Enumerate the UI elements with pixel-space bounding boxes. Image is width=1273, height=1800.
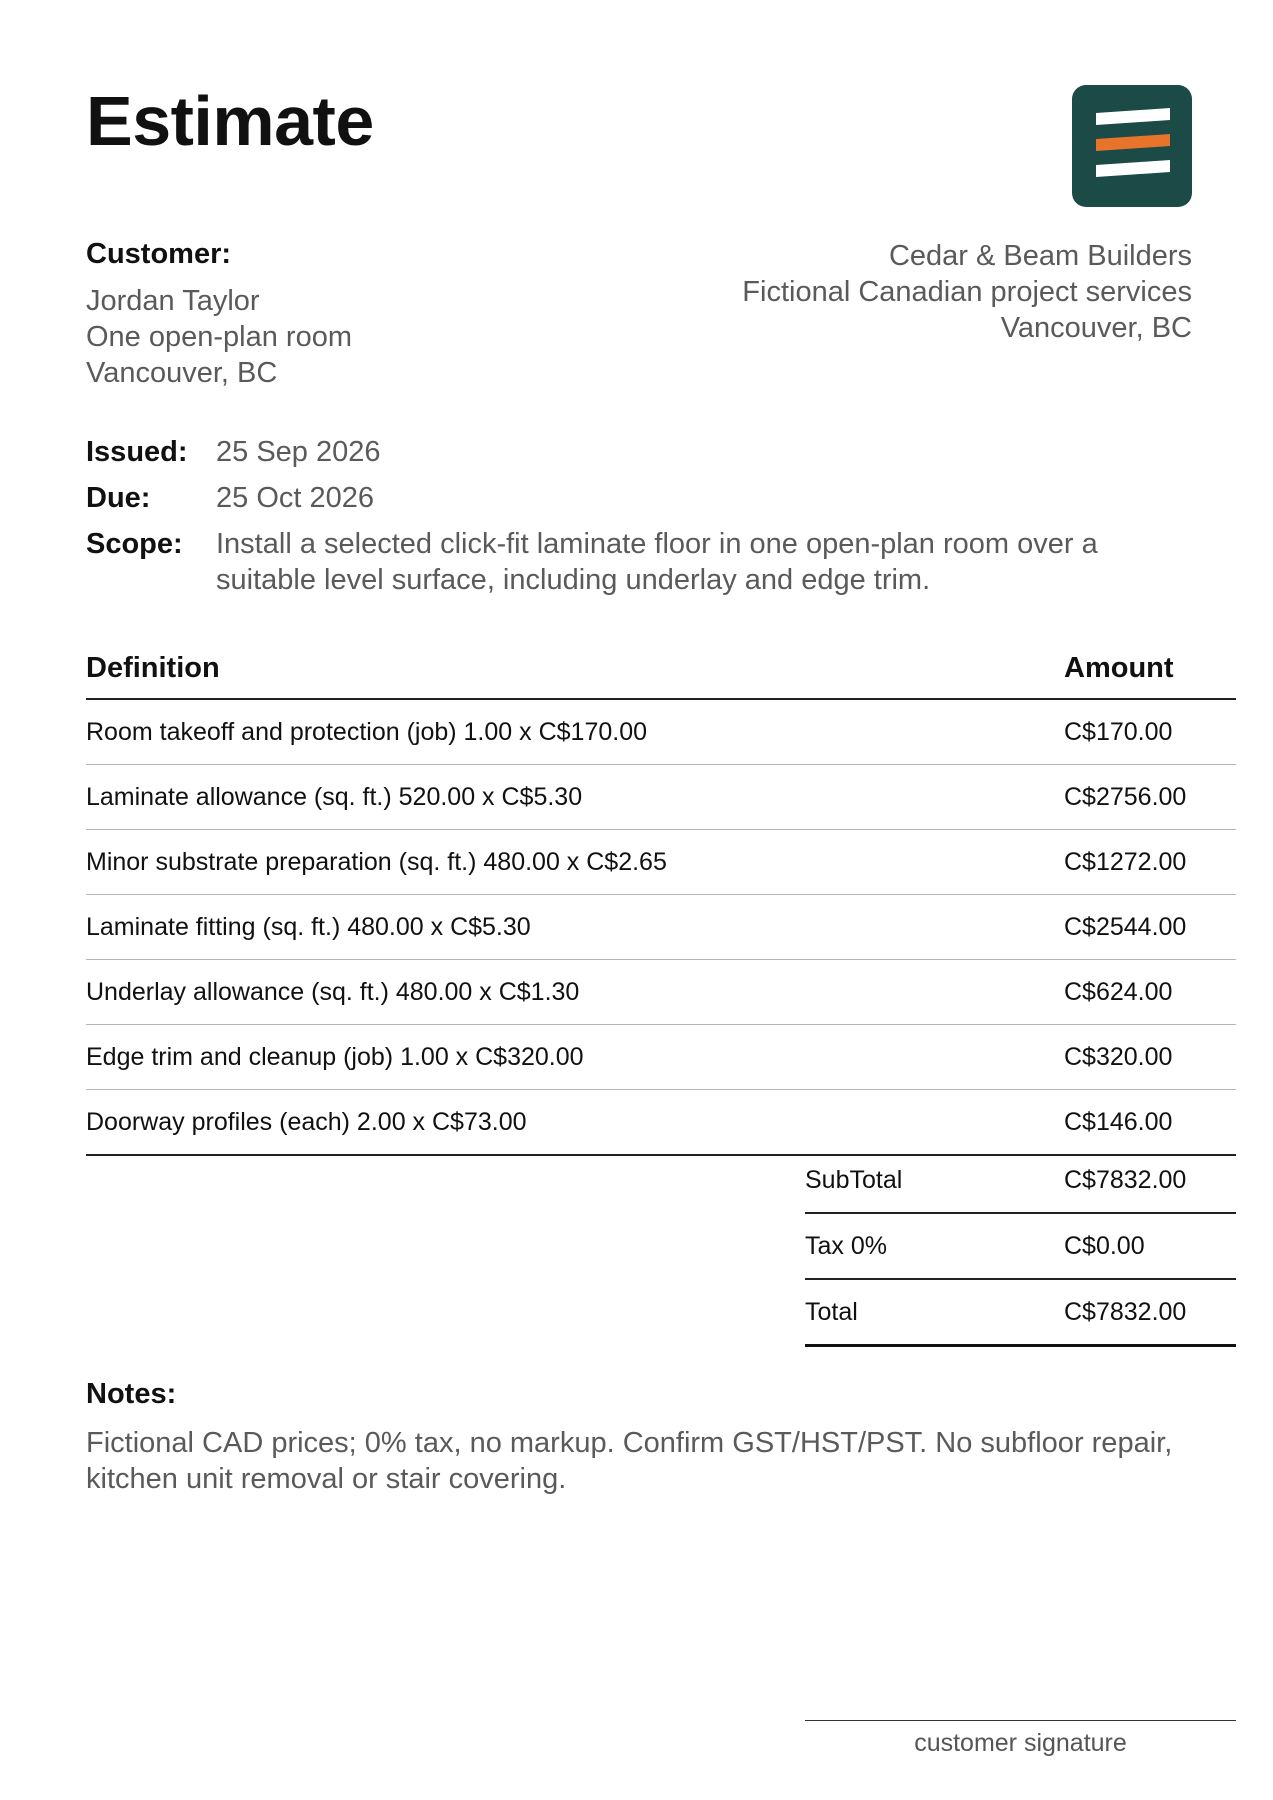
row-amount: C$1272.00: [1064, 830, 1236, 895]
row-amount: C$146.00: [1064, 1090, 1236, 1156]
table-header-row: [86, 652, 1236, 699]
subtotal-value: C$7832.00: [1064, 1148, 1236, 1213]
totals-table: [805, 1148, 1236, 1347]
issued-date: 25 Sep 2026: [216, 436, 381, 468]
tax-label: Tax 0%: [805, 1213, 1064, 1279]
row-definition: Edge trim and cleanup (job) 1.00 x C$320.00: [86, 1025, 1064, 1090]
total-label: Total: [805, 1279, 1064, 1346]
signature-label: customer signature: [914, 1729, 1127, 1757]
row-amount: C$320.00: [1064, 1025, 1236, 1090]
notes-block: [86, 1378, 1196, 1497]
customer-location: Vancouver, BC: [86, 357, 278, 389]
company-block: [742, 238, 1192, 346]
table-row: [86, 1025, 1236, 1090]
notes-text: Fictional CAD prices; 0% tax, no markup. Confirm GST/HST/PST. No subfloor repair, kitchen unit removal or stair covering.: [86, 1427, 1173, 1495]
company-location: Vancouver, BC: [1000, 312, 1192, 344]
issued-row: [86, 434, 1186, 470]
table-row: [86, 960, 1236, 1025]
total-row: [805, 1279, 1236, 1346]
table-row: [86, 895, 1236, 960]
customer-name: Jordan Taylor: [86, 285, 260, 317]
company-tagline: Fictional Canadian project services: [742, 276, 1192, 308]
page-title: Estimate: [86, 82, 374, 160]
signature-line: [805, 1720, 1236, 1758]
due-row: [86, 480, 1186, 516]
subtotal-label: SubTotal: [805, 1148, 1064, 1213]
customer-block: [86, 238, 352, 391]
scope-row: [86, 526, 1186, 598]
company-logo: [1072, 85, 1192, 207]
scope-text: Install a selected click-fit laminate floor in one open-plan room over a suitable level surface, including underlay and edge trim.: [216, 528, 1098, 596]
row-definition: Minor substrate preparation (sq. ft.) 480.00 x C$2.65: [86, 830, 1064, 895]
table-row: [86, 1090, 1236, 1156]
stacked-planks-icon: [1072, 85, 1192, 207]
row-amount: C$2756.00: [1064, 765, 1236, 830]
company-name: Cedar & Beam Builders: [888, 240, 1192, 272]
customer-label: Customer:: [86, 238, 232, 270]
row-definition: Room takeoff and protection (job) 1.00 x C$170.00: [86, 699, 1064, 765]
scope-label: Scope:: [86, 528, 183, 560]
issued-label: Issued:: [86, 436, 188, 468]
estimate-meta: [86, 434, 1186, 608]
row-amount: C$624.00: [1064, 960, 1236, 1025]
row-definition: Underlay allowance (sq. ft.) 480.00 x C$1.30: [86, 960, 1064, 1025]
tax-row: [805, 1213, 1236, 1279]
total-value: C$7832.00: [1064, 1279, 1236, 1346]
row-definition: Doorway profiles (each) 2.00 x C$73.00: [86, 1090, 1064, 1156]
row-definition: Laminate allowance (sq. ft.) 520.00 x C$5.30: [86, 765, 1064, 830]
table-row: [86, 765, 1236, 830]
amount-header: Amount: [1064, 652, 1236, 699]
row-amount: C$2544.00: [1064, 895, 1236, 960]
due-date: 25 Oct 2026: [216, 482, 374, 514]
notes-label: Notes:: [86, 1378, 177, 1410]
subtotal-row: [805, 1148, 1236, 1213]
row-definition: Laminate fitting (sq. ft.) 480.00 x C$5.30: [86, 895, 1064, 960]
row-amount: C$170.00: [1064, 699, 1236, 765]
table-row: [86, 830, 1236, 895]
tax-value: C$0.00: [1064, 1213, 1236, 1279]
customer-room: One open-plan room: [86, 321, 352, 353]
line-items-table: [86, 652, 1236, 1156]
table-row: [86, 699, 1236, 765]
definition-header: Definition: [86, 652, 1064, 699]
due-label: Due:: [86, 482, 151, 514]
